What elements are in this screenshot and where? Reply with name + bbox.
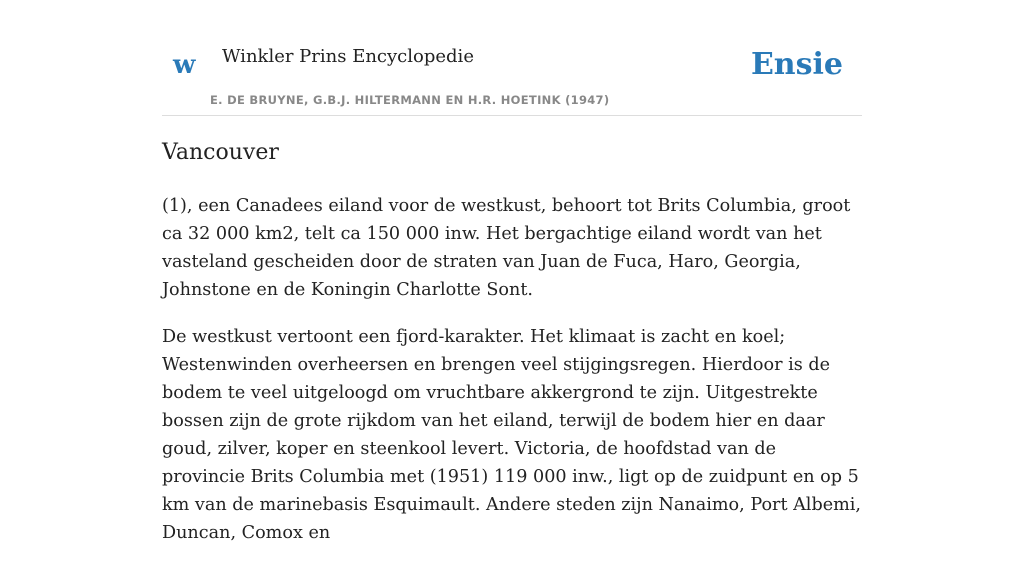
article-paragraph: (1), een Canadees eiland voor de westkust, behoort tot Brits Columbia, groot ca 32 000 km2, telt ca 150 000 inw. Het bergachtige eiland wordt van het vasteland gescheiden door de straten van Juan de Fuca, Haro, Georgia, Johnstone en de Koningin Charlotte Sont. xyxy=(162,196,851,300)
article-body xyxy=(162,192,862,566)
site-header xyxy=(162,40,862,116)
authors-line: E. DE BRUYNE, G.B.J. HILTERMANN EN H.R. HOETINK (1947) xyxy=(210,93,610,107)
winkler-prins-logo[interactable]: w xyxy=(173,50,196,80)
article-title: Vancouver xyxy=(162,140,279,165)
ensie-brand-link[interactable]: Ensie xyxy=(750,47,843,82)
article-paragraph: De westkust vertoont een fjord-karakter. Het klimaat is zacht en koel; Westenwinden overheersen en brengen veel stijgingsregen. Hierdoor is de bodem te veel uitgeloogd om vruchtbare akkergrond te zijn. Uitgestrekte bossen zijn de grote rijkdom van het eiland, terwijl de bodem hier en daar goud, zilver, koper en steenkool levert. Victoria, de hoofdstad van de provincie Brits Columbia met (1951) 119 000 inw., ligt op de zuidpunt en op 5 km van de marinebasis Esquimault. Andere steden zijn Nanaimo, Port Albemi, Duncan, Comox en xyxy=(162,327,862,543)
work-title[interactable]: Winkler Prins Encyclopedie xyxy=(222,46,474,67)
